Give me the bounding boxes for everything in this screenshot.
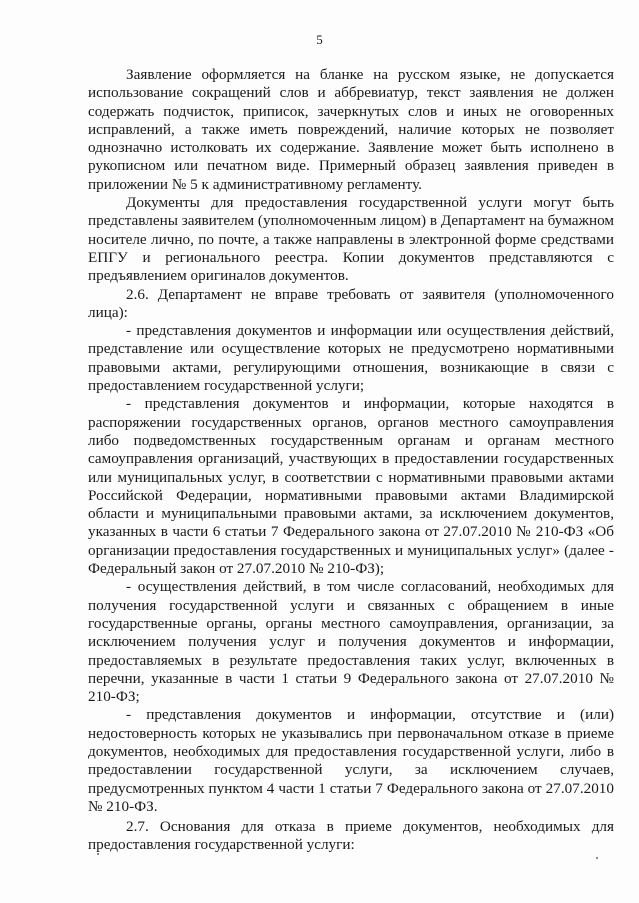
list-item-not-required-documents: - представления документов и информации или осуществления действий, представление или осуществление которых не предусмотрено нормативными правовыми актами, регулирующими отношения, возникающие в связи с предоставлением государственной услуги;: [88, 322, 614, 395]
paragraph-document-submission-methods: Документы для предоставления государственной услуги могут быть представлены заявителем (уполномоченным лицом) в Департамент на бумажном носителе лично, по почте, а также направлены в электронной форме средствами ЕПГУ и регионального реестра. Копии документов представляются с предъявлением оригиналов документов.: [88, 194, 614, 285]
paragraph-clause-2-7-refusal-grounds: 2.7. Основания для отказа в приеме документов, необходимых для предоставления государственной услуги:: [88, 818, 614, 854]
list-item-approvals-actions: - осуществления действий, в том числе согласований, необходимых для получения государственной услуги и связанных с обращением в иные государственные органы, органы местного самоуправления, организации, за исключением получения услуг и получения документов и информации, предоставляемых в результате предоставления таких услуг, включенных в перечни, указанные в части 1 статьи 9 Федерального закона от 27.07.2010 № 210-ФЗ;: [88, 578, 614, 706]
paragraph-clause-2-6-intro: 2.6. Департамент не вправе требовать от заявителя (уполномоченного лица):: [88, 285, 614, 321]
page-number: 5: [316, 32, 323, 47]
list-item-documents-not-previously-indicated: - представления документов и информации, отсутствие и (или) недостоверность которых не указывались при первоначальном отказе в приеме документов, необходимых для предоставления государственной услуги, либо в предоставлении государственной услуги, за исключением случаев, предусмотренных пунктом 4 части 1 статьи 7 Федерального закона от 27.07.2010 № 210-ФЗ.: [88, 706, 614, 815]
scan-speck: [97, 853, 99, 855]
list-item-documents-held-by-authorities: - представления документов и информации, которые находятся в распоряжении государственных органов, органов местного самоуправления либо подведомственных государственным органам и органам местного самоуправления организаций, участвующих в предоставлении государственных или муниципальных услуг, в соответствии с нормативными правовыми актами Российской Федерации, нормативными правовыми актами Владимирской области и муниципальными правовыми актами, за исключением документов, указанных в части 6 статьи 7 Федерального закона от 27.07.2010 № 210-ФЗ «Об организации предоставления государственных и муниципальных услуг» (далее - Федеральный закон от 27.07.2010 № 210-ФЗ);: [88, 395, 614, 578]
scan-speck: [596, 857, 598, 859]
paragraph-application-form-requirements: Заявление оформляется на бланке на русском языке, не допускается использование сокращений слов и аббревиатур, текст заявления не должен содержать подчисток, приписок, зачеркнутых слов и иных не оговоренных исправлений, а также иметь повреждений, наличие которых не позволяет однозначно истолковать их содержание. Заявление может быть исполнено в рукописном или печатном виде. Примерный образец заявления приведен в приложении № 5 к административному регламенту.: [88, 66, 614, 193]
document-body: [88, 66, 614, 855]
